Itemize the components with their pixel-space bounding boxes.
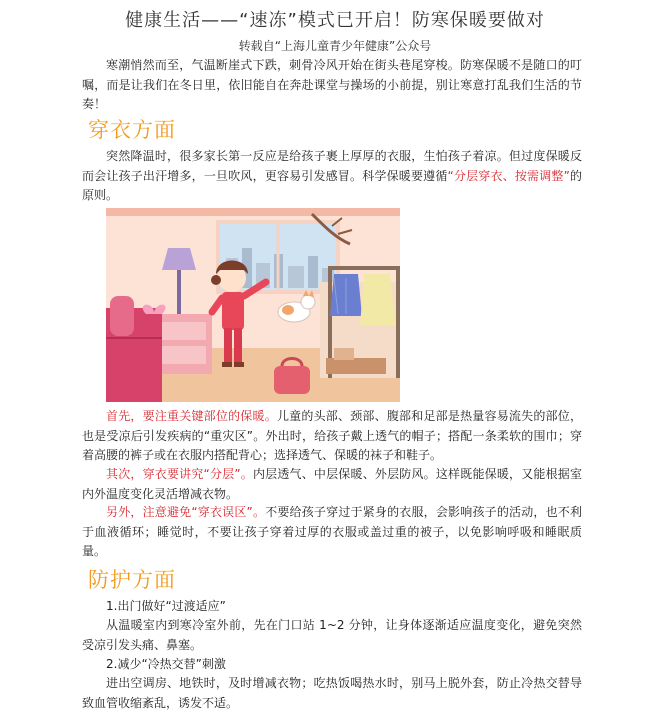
article-source: 转载自“上海儿童青少年健康”公众号 — [238, 39, 432, 53]
second-point-text: 内层透气、中层保暖、外层防风。这样既能保暖，又能根据室内外温度变化灵活增减衣物。 — [82, 467, 582, 501]
third-point-label: 另外，注意避免“穿衣误区”。 — [106, 505, 266, 519]
section-heading-protect: 防护方面 — [88, 568, 176, 592]
intro-paragraph: 寒潮悄然而至，气温断崖式下跌，刺骨冷风开始在街头巷尾穿梭。防寒保暖不是随口的叮嘱，而是让我们在冬日里，依旧能自在奔赴课堂与操场的小前提，别让寒意打乱我们生活的节奏！ — [82, 58, 582, 111]
dress-paragraph-end: 的原则。 — [82, 168, 582, 202]
dress-paragraph — [82, 147, 582, 206]
illustration-girl-dressing — [106, 208, 400, 402]
dress-principle-highlight: “分层穿衣、按需调整” — [447, 168, 570, 183]
dress-paragraph-text: 突然降温时，很多家长第一反应是给孩子裹上厚厚的衣服，生怕孩子着凉。但过度保暖反而会让孩子出汗增多，一旦吹风，更容易引发感冒。科学保暖要遵循 — [82, 149, 582, 183]
second-point-paragraph — [82, 465, 582, 504]
third-point-paragraph — [82, 503, 582, 562]
first-point-label: 首先，要注重关键部位的保暖。 — [106, 409, 277, 423]
article-title: 健康生活——“速冻”模式已开启！防寒保暖要做对 — [125, 10, 545, 31]
third-point-text: 不要给孩子穿过于紧身的衣服，会影响孩子的活动，也不利于血液循环；睡觉时，不要让孩子穿着过厚的衣服或盖过重的被子，以免影响呼吸和睡眠质量。 — [82, 505, 582, 558]
protect-item2-text: 进出空调房、地铁时，及时增减衣物；吃热饭喝热水时，别马上脱外套，防止冷热交替导致血管收缩紊乱，诱发不适。 — [82, 676, 582, 710]
protect-item1-title: 1.出门做好“过渡适应” — [106, 599, 226, 613]
first-point-text: 儿童的头部、颈部、腹部和足部是热量容易流失的部位，也是受凉后引发疾病的“重灾区”。外出时，给孩子戴上透气的帽子；搭配一条柔软的围巾；穿着高腰的裤子或在衣服内搭配背心；选择透气、保暖的袜子和鞋子。 — [82, 409, 582, 462]
section-heading-dress: 穿衣方面 — [88, 118, 176, 142]
protect-item1-text: 从温暖室内到寒冷室外前，先在门口站 1~2 分钟，让身体逐渐适应温度变化，避免突然受凉引发头痛、鼻塞。 — [82, 618, 582, 652]
first-point-paragraph — [82, 407, 582, 466]
protect-item2-title: 2.减少“冷热交替”刺激 — [106, 657, 226, 671]
second-point-label: 其次，穿衣要讲究“分层”。 — [106, 467, 253, 481]
